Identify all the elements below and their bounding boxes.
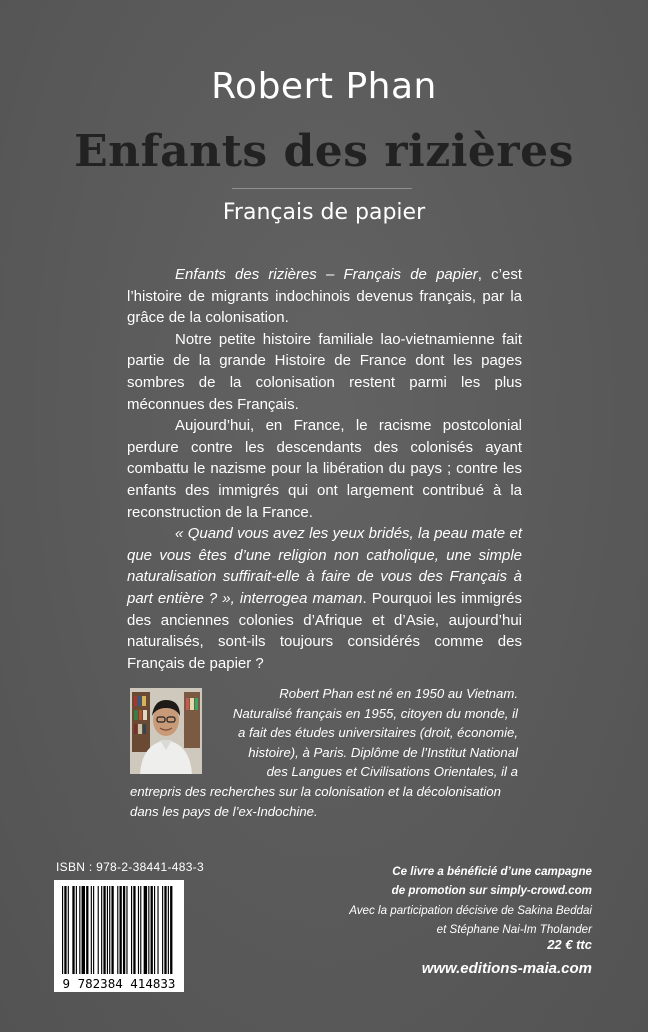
barcode-bar <box>79 886 80 974</box>
barcode-bar <box>76 886 77 974</box>
barcode-bar <box>144 886 147 974</box>
blurb-paragraph-4: « Quand vous avez les yeux bridés, la peau mate et que vous êtes d’une religion non catholique, une simple naturalisation suffirait-elle à faire de vous des Français à part entière ? », interrogea maman. Pourquoi les immigrés des anciennes colonies d’Afrique et d’Asie, aujourd’hui naturalisés, sont-ils toujours considérés comme des Français de papier ? <box>127 525 522 672</box>
promo-line: de promotion sur simply-crowd.com <box>391 884 592 898</box>
barcode-bar <box>148 886 149 974</box>
price: 22 € ttc <box>547 937 592 952</box>
barcode-digits: 9 782384 414833 <box>62 976 176 991</box>
bio-line: a fait des études universitaires (droit, économie, <box>237 725 518 741</box>
bio-line: Robert Phan est né en 1950 au Vietnam. <box>279 686 518 701</box>
bio-line: des Langues et Civilisations Orientales, il a <box>266 764 518 780</box>
barcode-bar <box>86 886 88 974</box>
barcode-bar <box>138 886 139 974</box>
barcode-bar <box>98 886 99 974</box>
blurb-paragraph-2: Notre petite histoire familiale lao-vietnamienne fait partie de la grande Histoire de France dont les pages sombres de la colonisation restent parmi les plus méconnues des Français. <box>127 330 522 413</box>
bio-line: entrepris des recherches sur la colonisation et la décolonisation <box>130 784 501 799</box>
author-bio <box>212 684 518 782</box>
barcode-bar <box>162 886 163 974</box>
barcode-bar <box>72 886 74 974</box>
barcode <box>54 880 184 992</box>
promo-credit-line: Avec la participation décisive de Sakina Beddai <box>349 903 592 917</box>
barcode-bar <box>101 886 102 974</box>
author-name: Robert Phan <box>211 66 437 107</box>
barcode-bars <box>54 880 184 992</box>
author-bio-continued <box>130 782 518 821</box>
book-subtitle: Français de papier <box>222 200 426 225</box>
isbn-number: ISBN : 978-2-38441-483-3 <box>56 860 204 874</box>
barcode-bar <box>82 886 85 974</box>
barcode-bar <box>151 886 153 974</box>
publisher-website: www.editions-maia.com <box>421 960 592 977</box>
blurb-paragraph-3: Aujourd’hui, en France, le racisme postcolonial perdure contre les descendants des colonisés ayant combattu le nazisme pour la libération du pays ; contre les enfants des immigrés qui ont largement contribué à la reconstruction de la France. <box>127 417 522 521</box>
barcode-bar <box>103 886 105 974</box>
barcode-bar <box>168 886 169 974</box>
blurb <box>127 264 522 674</box>
barcode-bar <box>64 886 66 974</box>
barcode-bar <box>93 886 94 974</box>
blurb-paragraph-1: Enfants des rizières – Français de papier, c’est l’histoire de migrants indochinois devenus français, par la grâce de la colonisation. <box>127 266 522 327</box>
bio-line: Naturalisé français en 1955, citoyen du monde, il <box>232 705 518 721</box>
barcode-bar <box>164 886 166 974</box>
barcode-bar <box>154 886 155 974</box>
barcode-bar <box>133 886 135 974</box>
barcode-bar <box>120 886 122 974</box>
barcode-bar <box>68 886 69 974</box>
barcode-bar <box>107 886 108 974</box>
promo-credit-line: et Stéphane Nai-Im Tholander <box>436 923 592 937</box>
author-photo <box>130 688 202 774</box>
book-title: Enfants des rizières <box>74 126 574 177</box>
bio-line: histoire), à Paris. Diplôme de l’Institut National <box>248 744 518 760</box>
title-divider <box>232 188 412 189</box>
bio-line: dans les pays de l’ex-Indochine. <box>130 803 318 819</box>
barcode-bar <box>111 886 113 974</box>
barcode-bar <box>91 886 92 974</box>
barcode-bar <box>131 886 132 974</box>
barcode-bar <box>117 886 118 974</box>
promo-line: Ce livre a bénéficié d’une campagne <box>392 865 592 878</box>
barcode-bar <box>170 886 172 974</box>
barcode-bar <box>126 886 127 974</box>
barcode-bar <box>109 886 110 974</box>
author-portrait-image <box>130 688 202 774</box>
barcode-bar <box>140 886 141 974</box>
barcode-bar <box>157 886 158 974</box>
barcode-bar <box>62 886 63 974</box>
promotion-notice <box>250 862 592 940</box>
barcode-bar <box>123 886 125 974</box>
